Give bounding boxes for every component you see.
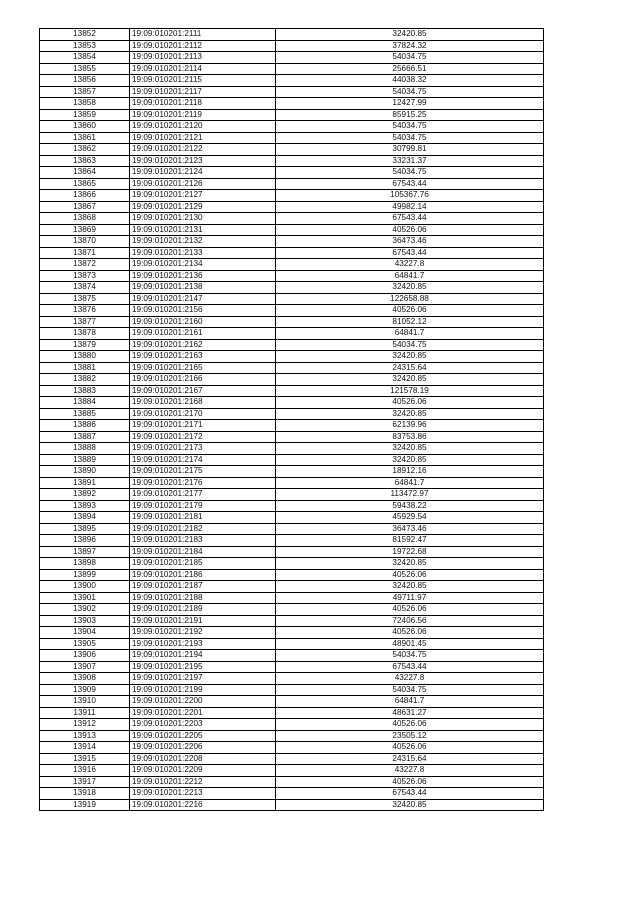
table-row	[40, 489, 544, 501]
value-cell: 54034.75	[276, 132, 544, 144]
table-row	[40, 650, 544, 662]
value-cell: 24315.64	[276, 362, 544, 374]
cadastral-number-cell: 19:09:010201:2132	[130, 236, 276, 248]
row-number-cell: 13917	[40, 776, 130, 788]
row-number-cell: 13882	[40, 374, 130, 386]
cadastral-number-cell: 19:09:010201:2163	[130, 351, 276, 363]
table-row	[40, 328, 544, 340]
table-row	[40, 282, 544, 294]
value-cell: 113472.97	[276, 489, 544, 501]
cadastral-number-cell: 19:09:010201:2115	[130, 75, 276, 87]
table-row	[40, 29, 544, 41]
cadastral-number-cell: 19:09:010201:2197	[130, 673, 276, 685]
value-cell: 49982.14	[276, 201, 544, 213]
cadastral-number-cell: 19:09:010201:2209	[130, 765, 276, 777]
row-number-cell: 13902	[40, 604, 130, 616]
row-number-cell: 13855	[40, 63, 130, 75]
row-number-cell: 13873	[40, 270, 130, 282]
row-number-cell: 13864	[40, 167, 130, 179]
table-row	[40, 236, 544, 248]
value-cell: 32420.85	[276, 454, 544, 466]
cadastral-number-cell: 19:09:010201:2177	[130, 489, 276, 501]
table-row	[40, 638, 544, 650]
cadastral-number-cell: 19:09:010201:2131	[130, 224, 276, 236]
row-number-cell: 13880	[40, 351, 130, 363]
table-row	[40, 581, 544, 593]
row-number-cell: 13911	[40, 707, 130, 719]
row-number-cell: 13871	[40, 247, 130, 259]
table-row	[40, 569, 544, 581]
table-row	[40, 454, 544, 466]
cadastral-number-cell: 19:09:010201:2201	[130, 707, 276, 719]
table-row	[40, 190, 544, 202]
row-number-cell: 13896	[40, 535, 130, 547]
row-number-cell: 13903	[40, 615, 130, 627]
table-row	[40, 247, 544, 259]
row-number-cell: 13872	[40, 259, 130, 271]
row-number-cell: 13888	[40, 443, 130, 455]
cadastral-number-cell: 19:09:010201:2185	[130, 558, 276, 570]
table-row	[40, 201, 544, 213]
cadastral-number-cell: 19:09:010201:2138	[130, 282, 276, 294]
value-cell: 44038.32	[276, 75, 544, 87]
cadastral-number-cell: 19:09:010201:2121	[130, 132, 276, 144]
table-row	[40, 385, 544, 397]
value-cell: 36473.46	[276, 523, 544, 535]
table-row	[40, 259, 544, 271]
cadastral-number-cell: 19:09:010201:2168	[130, 397, 276, 409]
value-cell: 37824.32	[276, 40, 544, 52]
table-row	[40, 546, 544, 558]
value-cell: 32420.85	[276, 581, 544, 593]
cadastral-number-cell: 19:09:010201:2127	[130, 190, 276, 202]
table-row	[40, 431, 544, 443]
cadastral-number-cell: 19:09:010201:2119	[130, 109, 276, 121]
value-cell: 32420.85	[276, 29, 544, 41]
row-number-cell: 13857	[40, 86, 130, 98]
row-number-cell: 13868	[40, 213, 130, 225]
row-number-cell: 13856	[40, 75, 130, 87]
value-cell: 83753.86	[276, 431, 544, 443]
row-number-cell: 13895	[40, 523, 130, 535]
row-number-cell: 13908	[40, 673, 130, 685]
table-row	[40, 558, 544, 570]
row-number-cell: 13892	[40, 489, 130, 501]
cadastral-number-cell: 19:09:010201:2147	[130, 293, 276, 305]
row-number-cell: 13909	[40, 684, 130, 696]
row-number-cell: 13861	[40, 132, 130, 144]
row-number-cell: 13898	[40, 558, 130, 570]
cadastral-number-cell: 19:09:010201:2181	[130, 512, 276, 524]
value-cell: 40526.06	[276, 719, 544, 731]
table-row	[40, 40, 544, 52]
cadastral-number-cell: 19:09:010201:2200	[130, 696, 276, 708]
table-row	[40, 420, 544, 432]
table-row	[40, 753, 544, 765]
cadastral-number-cell: 19:09:010201:2206	[130, 742, 276, 754]
value-cell: 33231.37	[276, 155, 544, 167]
value-cell: 85915.25	[276, 109, 544, 121]
table-body	[40, 29, 544, 811]
cadastral-number-cell: 19:09:010201:2111	[130, 29, 276, 41]
cadastral-number-cell: 19:09:010201:2126	[130, 178, 276, 190]
cadastral-number-cell: 19:09:010201:2183	[130, 535, 276, 547]
cadastral-number-cell: 19:09:010201:2114	[130, 63, 276, 75]
cadastral-number-cell: 19:09:010201:2124	[130, 167, 276, 179]
value-cell: 45929.54	[276, 512, 544, 524]
table-row	[40, 362, 544, 374]
value-cell: 32420.85	[276, 408, 544, 420]
table-row	[40, 224, 544, 236]
value-cell: 43227.8	[276, 259, 544, 271]
table-row	[40, 661, 544, 673]
table-row	[40, 374, 544, 386]
value-cell: 67543.44	[276, 788, 544, 800]
row-number-cell: 13876	[40, 305, 130, 317]
value-cell: 32420.85	[276, 799, 544, 811]
cadastral-number-cell: 19:09:010201:2122	[130, 144, 276, 156]
table-row	[40, 98, 544, 110]
cadastral-number-cell: 19:09:010201:2182	[130, 523, 276, 535]
row-number-cell: 13890	[40, 466, 130, 478]
value-cell: 32420.85	[276, 443, 544, 455]
table-row	[40, 305, 544, 317]
value-cell: 122658.88	[276, 293, 544, 305]
cadastral-number-cell: 19:09:010201:2129	[130, 201, 276, 213]
cadastral-number-cell: 19:09:010201:2188	[130, 592, 276, 604]
row-number-cell: 13866	[40, 190, 130, 202]
cadastral-number-cell: 19:09:010201:2174	[130, 454, 276, 466]
table-row	[40, 52, 544, 64]
row-number-cell: 13860	[40, 121, 130, 133]
value-cell: 64841.7	[276, 696, 544, 708]
row-number-cell: 13891	[40, 477, 130, 489]
table-row	[40, 512, 544, 524]
cadastral-number-cell: 19:09:010201:2134	[130, 259, 276, 271]
table-row	[40, 742, 544, 754]
row-number-cell: 13912	[40, 719, 130, 731]
cadastral-number-cell: 19:09:010201:2136	[130, 270, 276, 282]
table-row	[40, 719, 544, 731]
value-cell: 64841.7	[276, 477, 544, 489]
table-row	[40, 673, 544, 685]
row-number-cell: 13886	[40, 420, 130, 432]
row-number-cell: 13878	[40, 328, 130, 340]
table-row	[40, 788, 544, 800]
value-cell: 40526.06	[276, 627, 544, 639]
cadastral-number-cell: 19:09:010201:2172	[130, 431, 276, 443]
cadastral-number-cell: 19:09:010201:2156	[130, 305, 276, 317]
value-cell: 24315.64	[276, 753, 544, 765]
row-number-cell: 13865	[40, 178, 130, 190]
row-number-cell: 13867	[40, 201, 130, 213]
row-number-cell: 13853	[40, 40, 130, 52]
table-row	[40, 500, 544, 512]
row-number-cell: 13852	[40, 29, 130, 41]
row-number-cell: 13879	[40, 339, 130, 351]
cadastral-number-cell: 19:09:010201:2213	[130, 788, 276, 800]
row-number-cell: 13905	[40, 638, 130, 650]
table-row	[40, 615, 544, 627]
table-row	[40, 144, 544, 156]
value-cell: 121578.19	[276, 385, 544, 397]
cadastral-number-cell: 19:09:010201:2176	[130, 477, 276, 489]
row-number-cell: 13870	[40, 236, 130, 248]
table-row	[40, 707, 544, 719]
row-number-cell: 13875	[40, 293, 130, 305]
row-number-cell: 13904	[40, 627, 130, 639]
row-number-cell: 13884	[40, 397, 130, 409]
cadastral-number-cell: 19:09:010201:2112	[130, 40, 276, 52]
value-cell: 40526.06	[276, 569, 544, 581]
table-row	[40, 155, 544, 167]
table-row	[40, 86, 544, 98]
value-cell: 23505.12	[276, 730, 544, 742]
row-number-cell: 13901	[40, 592, 130, 604]
row-number-cell: 13874	[40, 282, 130, 294]
cadastral-number-cell: 19:09:010201:2205	[130, 730, 276, 742]
table-row	[40, 765, 544, 777]
table-row	[40, 799, 544, 811]
value-cell: 54034.75	[276, 86, 544, 98]
value-cell: 64841.7	[276, 328, 544, 340]
cadastral-number-cell: 19:09:010201:2171	[130, 420, 276, 432]
table-row	[40, 121, 544, 133]
value-cell: 54034.75	[276, 684, 544, 696]
value-cell: 67543.44	[276, 247, 544, 259]
table-row	[40, 696, 544, 708]
cadastral-number-cell: 19:09:010201:2162	[130, 339, 276, 351]
cadastral-number-cell: 19:09:010201:2118	[130, 98, 276, 110]
row-number-cell: 13900	[40, 581, 130, 593]
value-cell: 48631.27	[276, 707, 544, 719]
row-number-cell: 13869	[40, 224, 130, 236]
row-number-cell: 13881	[40, 362, 130, 374]
table-row	[40, 63, 544, 75]
value-cell: 40526.06	[276, 776, 544, 788]
value-cell: 43227.8	[276, 765, 544, 777]
value-cell: 54034.75	[276, 52, 544, 64]
table-row	[40, 477, 544, 489]
value-cell: 67543.44	[276, 178, 544, 190]
cadastral-number-cell: 19:09:010201:2173	[130, 443, 276, 455]
value-cell: 81592.47	[276, 535, 544, 547]
table-row	[40, 316, 544, 328]
value-cell: 59438.22	[276, 500, 544, 512]
row-number-cell: 13913	[40, 730, 130, 742]
data-table	[39, 28, 544, 811]
cadastral-number-cell: 19:09:010201:2166	[130, 374, 276, 386]
row-number-cell: 13906	[40, 650, 130, 662]
table-row	[40, 270, 544, 282]
row-number-cell: 13863	[40, 155, 130, 167]
row-number-cell: 13877	[40, 316, 130, 328]
table-row	[40, 684, 544, 696]
row-number-cell: 13887	[40, 431, 130, 443]
value-cell: 54034.75	[276, 339, 544, 351]
row-number-cell: 13858	[40, 98, 130, 110]
cadastral-number-cell: 19:09:010201:2186	[130, 569, 276, 581]
table-row	[40, 535, 544, 547]
row-number-cell: 13859	[40, 109, 130, 121]
table-row	[40, 776, 544, 788]
cadastral-number-cell: 19:09:010201:2184	[130, 546, 276, 558]
table-row	[40, 397, 544, 409]
cadastral-number-cell: 19:09:010201:2123	[130, 155, 276, 167]
cadastral-number-cell: 19:09:010201:2187	[130, 581, 276, 593]
value-cell: 67543.44	[276, 661, 544, 673]
cadastral-number-cell: 19:09:010201:2160	[130, 316, 276, 328]
row-number-cell: 13907	[40, 661, 130, 673]
cadastral-number-cell: 19:09:010201:2133	[130, 247, 276, 259]
table-row	[40, 627, 544, 639]
value-cell: 36473.46	[276, 236, 544, 248]
value-cell: 40526.06	[276, 224, 544, 236]
value-cell: 54034.75	[276, 167, 544, 179]
value-cell: 105367.76	[276, 190, 544, 202]
cadastral-number-cell: 19:09:010201:2113	[130, 52, 276, 64]
row-number-cell: 13883	[40, 385, 130, 397]
row-number-cell: 13862	[40, 144, 130, 156]
row-number-cell: 13885	[40, 408, 130, 420]
value-cell: 49711.97	[276, 592, 544, 604]
value-cell: 25666.51	[276, 63, 544, 75]
cadastral-number-cell: 19:09:010201:2167	[130, 385, 276, 397]
cadastral-number-cell: 19:09:010201:2208	[130, 753, 276, 765]
value-cell: 19722.68	[276, 546, 544, 558]
table-row	[40, 75, 544, 87]
table-row	[40, 132, 544, 144]
cadastral-number-cell: 19:09:010201:2212	[130, 776, 276, 788]
value-cell: 48901.45	[276, 638, 544, 650]
table-row	[40, 604, 544, 616]
value-cell: 32420.85	[276, 282, 544, 294]
value-cell: 72406.56	[276, 615, 544, 627]
table-row	[40, 523, 544, 535]
table-row	[40, 351, 544, 363]
value-cell: 40526.06	[276, 742, 544, 754]
cadastral-number-cell: 19:09:010201:2130	[130, 213, 276, 225]
table-row	[40, 178, 544, 190]
value-cell: 40526.06	[276, 397, 544, 409]
cadastral-number-cell: 19:09:010201:2189	[130, 604, 276, 616]
table-row	[40, 109, 544, 121]
cadastral-number-cell: 19:09:010201:2199	[130, 684, 276, 696]
cadastral-number-cell: 19:09:010201:2120	[130, 121, 276, 133]
table-row	[40, 466, 544, 478]
value-cell: 40526.06	[276, 305, 544, 317]
row-number-cell: 13889	[40, 454, 130, 466]
value-cell: 32420.85	[276, 374, 544, 386]
cadastral-number-cell: 19:09:010201:2216	[130, 799, 276, 811]
value-cell: 12427.99	[276, 98, 544, 110]
cadastral-number-cell: 19:09:010201:2195	[130, 661, 276, 673]
value-cell: 67543.44	[276, 213, 544, 225]
row-number-cell: 13899	[40, 569, 130, 581]
cadastral-number-cell: 19:09:010201:2179	[130, 500, 276, 512]
row-number-cell: 13894	[40, 512, 130, 524]
table-row	[40, 339, 544, 351]
cadastral-number-cell: 19:09:010201:2175	[130, 466, 276, 478]
value-cell: 54034.75	[276, 121, 544, 133]
row-number-cell: 13915	[40, 753, 130, 765]
row-number-cell: 13919	[40, 799, 130, 811]
cadastral-number-cell: 19:09:010201:2117	[130, 86, 276, 98]
row-number-cell: 13910	[40, 696, 130, 708]
table-row	[40, 408, 544, 420]
value-cell: 81052.12	[276, 316, 544, 328]
table-row	[40, 443, 544, 455]
value-cell: 30799.81	[276, 144, 544, 156]
value-cell: 32420.85	[276, 351, 544, 363]
table-row	[40, 730, 544, 742]
value-cell: 64841.7	[276, 270, 544, 282]
value-cell: 32420.85	[276, 558, 544, 570]
value-cell: 62139.96	[276, 420, 544, 432]
value-cell: 40526.06	[276, 604, 544, 616]
cadastral-number-cell: 19:09:010201:2203	[130, 719, 276, 731]
cadastral-number-cell: 19:09:010201:2193	[130, 638, 276, 650]
cadastral-number-cell: 19:09:010201:2165	[130, 362, 276, 374]
cadastral-number-cell: 19:09:010201:2194	[130, 650, 276, 662]
cadastral-number-cell: 19:09:010201:2161	[130, 328, 276, 340]
cadastral-number-cell: 19:09:010201:2170	[130, 408, 276, 420]
value-cell: 18912.16	[276, 466, 544, 478]
table-row	[40, 293, 544, 305]
row-number-cell: 13897	[40, 546, 130, 558]
table-row	[40, 167, 544, 179]
table-row	[40, 213, 544, 225]
row-number-cell: 13918	[40, 788, 130, 800]
cadastral-number-cell: 19:09:010201:2191	[130, 615, 276, 627]
row-number-cell: 13893	[40, 500, 130, 512]
row-number-cell: 13916	[40, 765, 130, 777]
row-number-cell: 13854	[40, 52, 130, 64]
table-row	[40, 592, 544, 604]
value-cell: 54034.75	[276, 650, 544, 662]
row-number-cell: 13914	[40, 742, 130, 754]
cadastral-number-cell: 19:09:010201:2192	[130, 627, 276, 639]
value-cell: 43227.8	[276, 673, 544, 685]
